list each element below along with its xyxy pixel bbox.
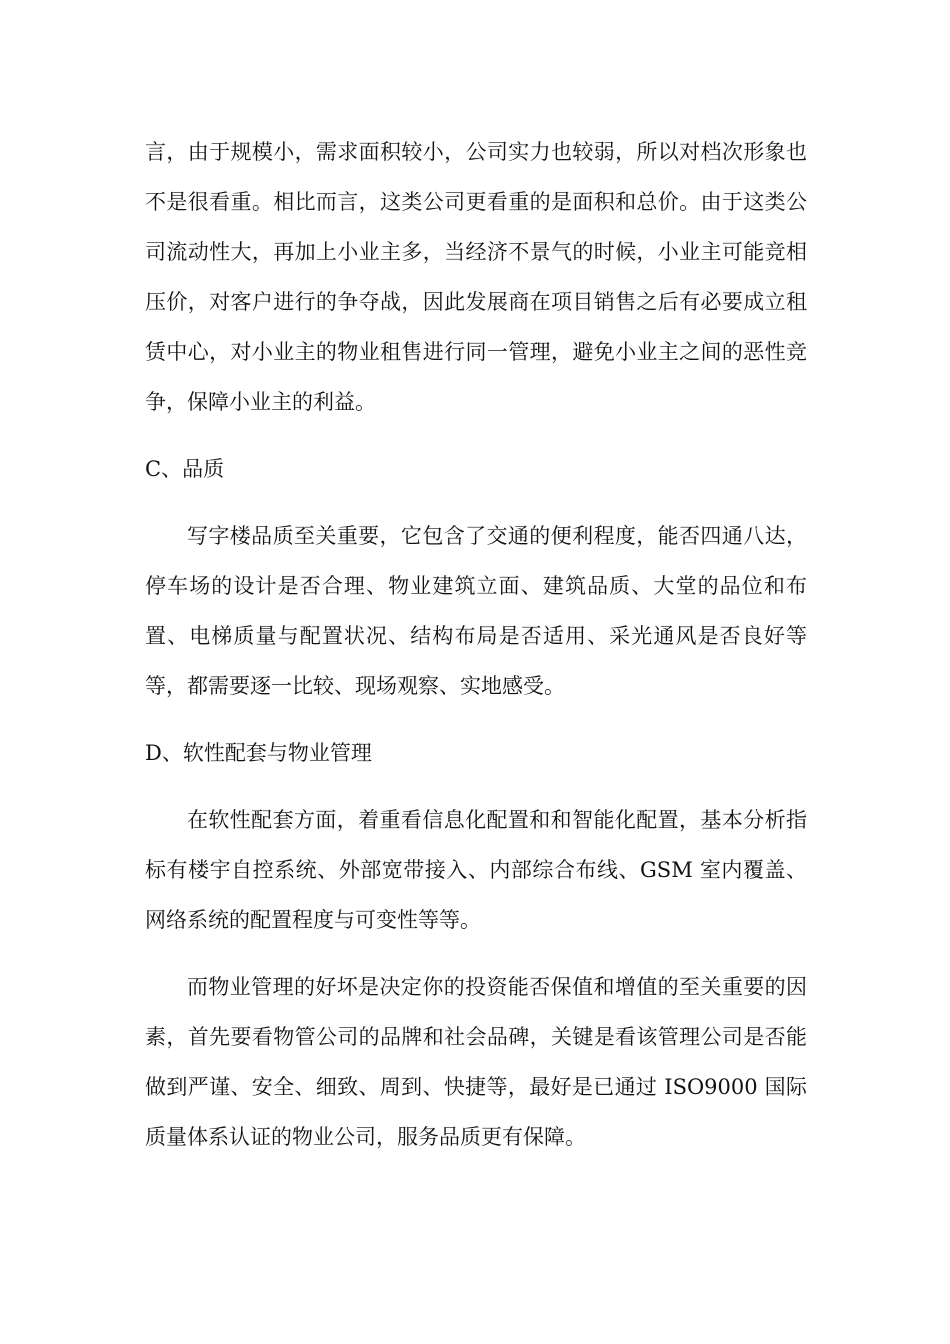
section-heading-d: D、软性配套与物业管理: [145, 741, 372, 765]
paragraph-continuation: 言，由于规模小，需求面积较小，公司实力也较弱，所以对档次形象也不是很看重。相比而言，这类公司更看重的是面积和总价。由于这类公司流动性大，再加上小业主多，当经济不景气的时候，小业主可能竞相压价，对客户进行的争夺战，因此发展商在项目销售之后有必要成立租赁中心，对小业主的物业租售进行同一管理，避免小业主之间的恶性竞争，保障小业主的利益。: [145, 140, 807, 414]
paragraph-soft-facilities: 在软性配套方面，着重看信息化配置和和智能化配置，基本分析指标有楼宇自控系统、外部宽带接入、内部综合布线、GSM 室内覆盖、网络系统的配置程度与可变性等等。: [145, 808, 807, 932]
paragraph-quality: 写字楼品质至关重要，它包含了交通的便利程度，能否四通八达，停车场的设计是否合理、物业建筑立面、建筑品质、大堂的品位和布置、电梯质量与配置状况、结构布局是否适用、采光通风是否良好等等，都需要逐一比较、现场观察、实地感受。: [145, 524, 807, 698]
paragraph-property-management: 而物业管理的好坏是决定你的投资能否保值和增值的至关重要的因素，首先要看物管公司的品牌和社会品碑，关键是看该管理公司是否能做到严谨、安全、细致、周到、快捷等，最好是已通过 ISO9000 国际质量体系认证的物业公司，服务品质更有保障。: [145, 975, 807, 1149]
section-heading-c: C、品质: [145, 457, 225, 481]
document-body: [145, 127, 807, 1162]
